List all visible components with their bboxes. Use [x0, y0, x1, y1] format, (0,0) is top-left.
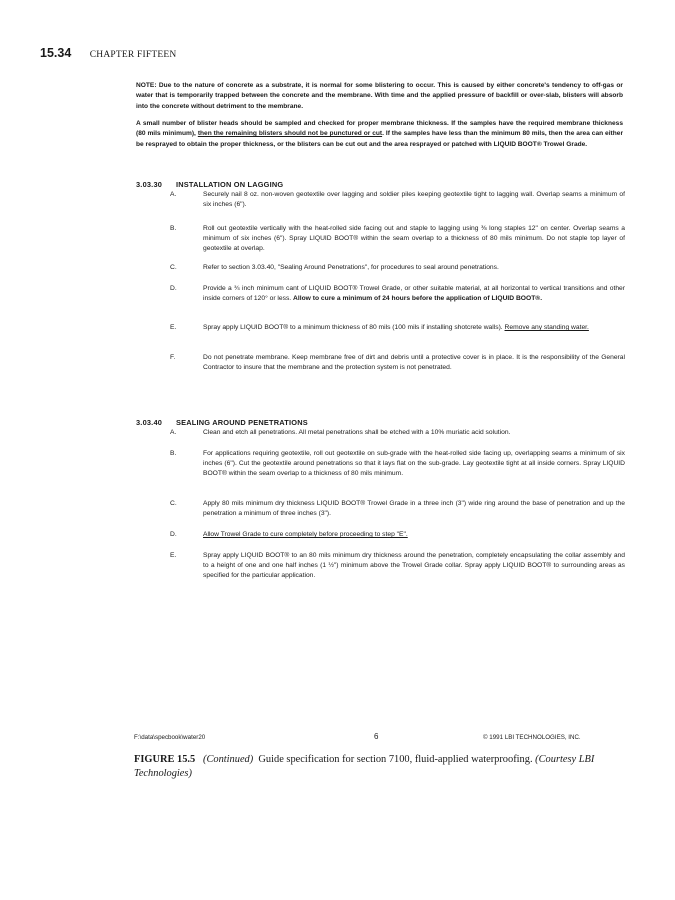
blister-paragraph: [136, 119, 623, 150]
figure-courtesy: (Courtesy LBI Technologies): [134, 754, 595, 779]
item-text: [203, 323, 625, 333]
list-item: [170, 263, 625, 273]
item-letter: E.: [170, 324, 177, 331]
item-text-bold: Allow to cure a minimum of 24 hours before the application of LIQUID BOOT®.: [293, 295, 543, 303]
item-letter: C.: [170, 500, 177, 507]
footer-page-number: 6: [374, 732, 379, 741]
section-title: SEALING AROUND PENETRATIONS: [176, 418, 308, 427]
section-number: 3.03.30: [136, 180, 163, 189]
item-text: Roll out geotextile vertically with the heat-rolled side facing out and staple to lagging using ⅜ long staples 12" on center. Overlap seams a minimum of six inches (6"). Spray LIQUID BOOT® within the seam overlap to a thickness of 80 mils minimum. Do not staple top layer of geotextile at overlap.: [203, 225, 625, 253]
item-letter: E.: [170, 552, 177, 559]
figure-continued: (Continued): [203, 754, 254, 765]
list-item: [170, 323, 625, 333]
item-letter: A.: [170, 429, 177, 436]
list-item: [170, 428, 625, 438]
item-text: Securely nail 8 oz. non-woven geotextile over lagging and soldier piles keeping geotextile tight to lagging wall. Overlap seams a minimum of six inches (6").: [203, 191, 625, 209]
blister-text-a: A small number of blister heads should be sampled and checked for proper membrane thickness. If the samples have the required membrane thickness (80 mils minimum),: [136, 120, 623, 138]
list-item: [170, 499, 625, 519]
running-header: [40, 44, 176, 62]
list-item: [170, 551, 625, 582]
item-text: [203, 284, 625, 304]
list-item: [170, 449, 625, 480]
list-item: [170, 353, 625, 373]
item-letter: D.: [170, 285, 177, 292]
item-text: [203, 530, 625, 540]
chapter-title: CHAPTER FIFTEEN: [89, 50, 177, 60]
item-letter: F.: [170, 354, 176, 361]
item-text: Do not penetrate membrane. Keep membrane free of dirt and debris until a protective cover is in place. It is the responsibility of the General Contractor to insure that the membrane and the protection system is not penetrated.: [203, 354, 625, 372]
item-letter: C.: [170, 264, 177, 271]
item-letter: B.: [170, 225, 177, 232]
item-text-plain: Provide a ¾ inch minimum cant of LIQUID BOOT® Trowel Grade, or other suitable material, at all horizontal to vertical transitions and other inside corners of 120° or less.: [203, 285, 625, 303]
item-text: For applications requiring geotextile, roll out geotextile on sub-grade with the heat-rolled side facing up, overlapping seams a minimum of six inches (6"). Cut the geotextile around penetrations so that it lays flat on the sub-grade. Lay geotextile tight at all inside corners. Spray LIQUID BOOT® within the seam overlap to a thickness of 80 mils minimum.: [203, 450, 625, 478]
list-item: [170, 284, 625, 304]
item-text-underlined: Remove any standing water.: [504, 324, 589, 331]
blister-text-underlined: then the remaining blisters should not be punctured or cut: [197, 130, 383, 138]
item-letter: B.: [170, 450, 177, 457]
item-letter: A.: [170, 191, 177, 198]
note-paragraph: NOTE: Due to the nature of concrete as a substrate, it is normal for some blistering to occur. This is caused by either concrete's tendency to off-gas or water that is temporarily trapped between the concrete and the membrane. With time and the applied pressure of backfill or over-slab, blisters will absorb into the concrete without detriment to the membrane.: [136, 82, 623, 110]
list-item: [170, 224, 625, 255]
blister-text-b: . If the samples have less than the minimum 80 mils, then the area can either be resprayed to obtain the proper thickness, or the blisters can be cut out and the area resprayed or patched with LIQUID BOOT® Trowel Grade.: [136, 130, 624, 148]
item-text-plain: Spray apply LIQUID BOOT® to a minimum thickness of 80 mils (100 mils if installing shotcrete walls).: [203, 324, 505, 331]
figure-caption: [134, 753, 634, 781]
footer-file-path: F:\data\specbook\water20: [134, 734, 206, 741]
section-heading-penetrations: [136, 418, 308, 427]
page-number: 15.34: [40, 46, 72, 60]
section-heading-installation: [136, 180, 283, 189]
list-item: [170, 530, 625, 540]
section-title: INSTALLATION ON LAGGING: [176, 180, 284, 189]
item-text: Clean and etch all penetrations. All metal penetrations shall be etched with a 10% muriatic acid solution.: [203, 429, 511, 436]
list-item: [170, 190, 625, 210]
item-letter: D.: [170, 531, 177, 538]
item-text-underlined: Allow Trowel Grade to cure completely before proceeding to step "E".: [203, 531, 408, 538]
item-text: Spray apply LIQUID BOOT® to an 80 mils minimum dry thickness around the penetration, completely encapsulating the collar assembly and to a height of one and one half inches (1 ½") minimum above the Trowel Grade collar. Spray apply LIQUID BOOT® to surrounding areas as specified for the particular application.: [203, 552, 625, 580]
figure-label: FIGURE 15.5: [134, 754, 196, 765]
footer-copyright: © 1991 LBI TECHNOLOGIES, INC.: [483, 734, 581, 741]
section-number: 3.03.40: [136, 418, 163, 427]
figure-text: Guide specification for section 7100, fluid-applied waterproofing.: [258, 754, 533, 765]
item-text: Refer to section 3.03.40, "Sealing Around Penetrations", for procedures to seal around penetrations.: [203, 264, 499, 271]
item-text: Apply 80 mils minimum dry thickness LIQUID BOOT® Trowel Grade in a three inch (3") wide ring around the base of penetration and up the penetration a minimum of three inches (3").: [203, 500, 625, 518]
